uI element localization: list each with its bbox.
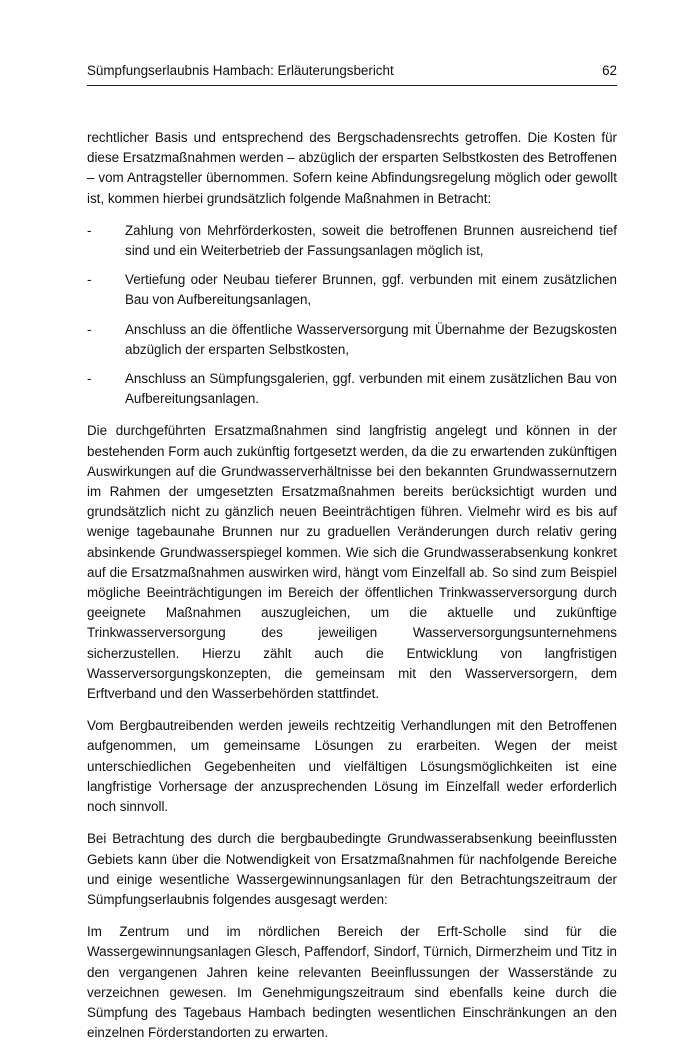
document-title: Sümpfungserlaubnis Hambach: Erläuterungsbericht	[87, 63, 394, 78]
list-item-text: Vertiefung oder Neubau tieferer Brunnen, ggf. verbunden mit einem zusätzlichen Bau von Aufbereitungsanlagen,	[125, 272, 617, 308]
bullet-marker: -	[87, 321, 92, 337]
page-body	[87, 128, 617, 1055]
bullet-marker: -	[87, 222, 92, 238]
list-item	[87, 221, 617, 261]
intro-paragraph: rechtlicher Basis und entsprechend des Bergschadensrechts getroffen. Die Kosten für diese Ersatzmaßnahmen werden – abzüglich der ersparten Selbstkosten des Betroffenen – vom Antragsteller übernommen. Sofern keine Abfindungsregelung möglich oder gewollt ist, kommen hierbei grundsätzlich folgende Maßnahmen in Betracht:	[87, 130, 617, 206]
page-number: 62	[602, 63, 617, 78]
paragraph-measures-longterm: Die durchgeführten Ersatzmaßnahmen sind langfristig angelegt und können in der bestehenden Form auch zukünftig fortgesetzt werden, da die zu erwartenden zukünftigen Auswirkungen auf die Grundwasserverhältnisse bei den bekannten Grundwassernutzern im Rahmen der umgesetzten Ersatzmaßnahmen bereits berücksichtigt wurden und grundsätzlich nicht zu gänzlich neuen Beeinträchtigen führen. Vielmehr wird es bis auf wenige tagebaunahe Brunnen nur zu graduellen Veränderungen durch relativ gering absinkende Grundwasserspiegel kommen. Wie sich die Grundwasserabsenkung konkret auf die Ersatzmaßnahmen auswirken wird, hängt vom Einzelfall ab. So sind zum Beispiel mögliche Beeinträchtigungen im Bereich der öffentlichen Trinkwasserversorgung durch geeignete Maßnahmen auszugleichen, um die aktuelle und zukünftige Trinkwasserversorgung des jeweiligen Wasserversorgungsunternehmens sicherzustellen. Hierzu zählt auch die Entwicklung von langfristigen Wasserversorgungskonzepten, die gemeinsam mit den Wasserversorgern, dem Erftverband und den Wasserbehörden stattfindet.	[87, 423, 617, 702]
list-item	[87, 369, 617, 409]
paragraph-area-assessment: Bei Betrachtung des durch die bergbaubedingte Grundwasserabsenkung beeinflussten Gebiets kann über die Notwendigkeit von Ersatzmaßnahmen für nachfolgende Bereiche und einige wesentliche Wassergewinnungsanlagen für den Betrachtungszeitraum der Sümpfungserlaubnis folgendes ausgesagt werden:	[87, 831, 617, 907]
list-item-text: Anschluss an Sümpfungsgalerien, ggf. verbunden mit einem zusätzlichen Bau von Aufbereitungsanlagen.	[125, 371, 617, 407]
paragraph-negotiations: Vom Bergbautreibenden werden jeweils rechtzeitig Verhandlungen mit den Betroffenen aufgenommen, um gemeinsame Lösungen zu erarbeiten. Wegen der meist unterschiedlichen Gegebenheiten und vielfältigen Lösungsmöglichkeiten ist eine langfristige Vorhersage der anzusprechenden Lösung im Einzelfall weder erforderlich noch sinnvoll.	[87, 718, 617, 815]
list-item	[87, 270, 617, 310]
list-item	[87, 320, 617, 360]
header-divider	[87, 85, 617, 86]
bullet-marker: -	[87, 371, 92, 387]
measures-list	[87, 221, 617, 410]
bullet-marker: -	[87, 272, 92, 288]
paragraph-erft-scholle: Im Zentrum und im nördlichen Bereich der Erft-Scholle sind für die Wassergewinnungsanlagen Glesch, Paffendorf, Sindorf, Türnich, Dirmerzheim und Titz in den vergangenen Jahren keine relevanten Beeinflussungen der Wasserstände zu verzeichnen gewesen. Im Genehmigungszeitraum sind ebenfalls keine durch die Sümpfung des Tagebaus Hambach bedingten wesentlichen Einschränkungen an den einzelnen Förderstandorten zu erwarten.	[87, 924, 617, 1041]
list-item-text: Zahlung von Mehrförderkosten, soweit die betroffenen Brunnen ausreichend tief sind und ein Weiterbetrieb der Fassungsanlagen möglich ist,	[125, 222, 617, 259]
list-item-text: Anschluss an die öffentliche Wasserversorgung mit Übernahme der Bezugskosten abzüglich der ersparten Selbstkosten,	[125, 321, 617, 357]
